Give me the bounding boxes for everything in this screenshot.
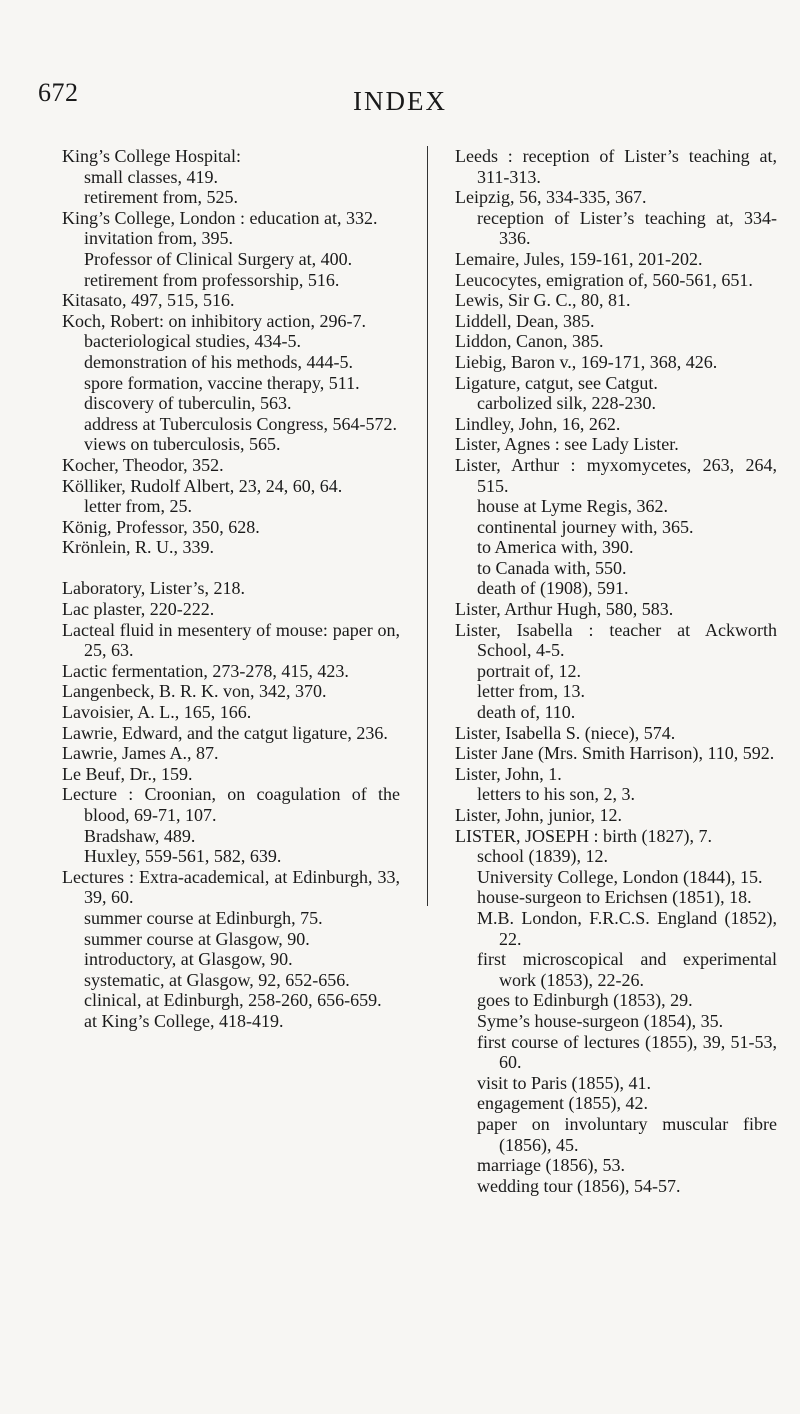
index-subentry: at King’s College, 418-419.: [84, 1010, 284, 1031]
index-subentry: engagement (1855), 42.: [477, 1093, 648, 1114]
index-subentry: Syme’s house-surgeon (1854), 35.: [477, 1010, 724, 1031]
index-entry: Lewis, Sir G. C., 80, 81.: [455, 290, 631, 311]
index-subentry: letter from, 13.: [477, 681, 585, 702]
index-subentry: summer course at Glasgow, 90.: [84, 928, 310, 949]
index-entry: Liebig, Baron v., 169-171, 368, 426.: [455, 351, 718, 372]
index-subentry: reception of Lister’s teaching at, 334-336.: [477, 207, 777, 249]
right-column: [455, 146, 777, 1196]
index-entry: Kölliker, Rudolf Albert, 23, 24, 60, 64.: [62, 475, 343, 496]
section-gap: [62, 558, 400, 579]
index-subentry: systematic, at Glasgow, 92, 652-656.: [84, 969, 350, 990]
index-entry: Lectures : Extra-academical, at Edinburgh, 33, 39, 60.: [62, 866, 400, 908]
index-entry: Lawrie, James A., 87.: [62, 743, 219, 764]
left-column: [62, 146, 400, 1032]
index-subentry: death of (1908), 591.: [477, 578, 629, 599]
running-head: INDEX: [353, 86, 447, 116]
index-entry: Lister, Isabella S. (niece), 574.: [455, 722, 676, 743]
page-number: 672: [38, 78, 79, 107]
index-entry: Leucocytes, emigration of, 560-561, 651.: [455, 269, 753, 290]
index-subentry: clinical, at Edinburgh, 258-260, 656-659.: [84, 990, 382, 1011]
index-entry: Lister, Arthur Hugh, 580, 583.: [455, 599, 674, 620]
index-subentry: letters to his son, 2, 3.: [477, 784, 635, 805]
index-subentry: introductory, at Glasgow, 90.: [84, 949, 293, 970]
index-subentry: spore formation, vaccine therapy, 511.: [84, 372, 360, 393]
index-entry: Liddell, Dean, 385.: [455, 310, 595, 331]
index-subentry: visit to Paris (1855), 41.: [477, 1072, 651, 1093]
index-entry: Laboratory, Lister’s, 218.: [62, 578, 245, 599]
index-subentry: University College, London (1844), 15.: [477, 866, 763, 887]
index-entry: Lister, John, 1.: [455, 763, 562, 784]
index-subentry: marriage (1856), 53.: [477, 1155, 625, 1176]
index-subentry: summer course at Edinburgh, 75.: [84, 907, 323, 928]
index-entry: Lacteal fluid in mesentery of mouse: paper on, 25, 63.: [62, 619, 400, 661]
index-subentry: small classes, 419.: [84, 166, 218, 187]
index-entry: King’s College, London : education at, 332.: [62, 207, 378, 228]
index-entry: Lac plaster, 220-222.: [62, 599, 215, 620]
index-subentry: Huxley, 559-561, 582, 639.: [84, 846, 282, 867]
index-subentry: Bradshaw, 489.: [84, 825, 196, 846]
index-entry: Lawrie, Edward, and the catgut ligature, 236.: [62, 722, 388, 743]
index-entry: Le Beuf, Dr., 159.: [62, 763, 193, 784]
index-entry: Lindley, John, 16, 262.: [455, 413, 621, 434]
index-subentry: letter from, 25.: [84, 496, 192, 517]
index-entry: Leeds : reception of Lister’s teaching at, 311-313.: [455, 146, 777, 187]
index-subentry: discovery of tuberculin, 563.: [84, 393, 292, 414]
index-entry: Krönlein, R. U., 339.: [62, 537, 214, 558]
index-subentry: views on tuberculosis, 565.: [84, 434, 281, 455]
index-entry: Kocher, Theodor, 352.: [62, 454, 224, 475]
index-entry: König, Professor, 350, 628.: [62, 516, 260, 537]
index-entry: LISTER, JOSEPH : birth (1827), 7.: [455, 825, 713, 846]
index-subentry: retirement from, 525.: [84, 187, 238, 208]
index-subentry: invitation from, 395.: [84, 228, 233, 249]
index-subentry: wedding tour (1856), 54-57.: [477, 1175, 681, 1196]
index-entry: Kitasato, 497, 515, 516.: [62, 290, 235, 311]
index-subentry: to America with, 390.: [477, 537, 634, 558]
index-entry: Lister, Agnes : see Lady Lister.: [455, 434, 679, 455]
index-entry: Liddon, Canon, 385.: [455, 331, 604, 352]
index-entry: Lister, Isabella : teacher at Ackworth School, 4-5.: [455, 619, 777, 661]
index-subentry: Professor of Clinical Surgery at, 400.: [84, 248, 353, 269]
index-subentry: school (1839), 12.: [477, 846, 608, 867]
index-subentry: address at Tuberculosis Congress, 564-572.: [84, 413, 397, 434]
index-subentry: continental journey with, 365.: [477, 516, 694, 537]
index-entry: Koch, Robert: on inhibitory action, 296-7.: [62, 310, 366, 331]
index-subentry: goes to Edinburgh (1853), 29.: [477, 990, 693, 1011]
index-subentry: to Canada with, 550.: [477, 557, 627, 578]
index-subentry: death of, 110.: [477, 702, 576, 723]
index-subentry: bacteriological studies, 434-5.: [84, 331, 301, 352]
index-subentry: paper on involuntary muscular fibre (1856), 45.: [477, 1113, 777, 1155]
index-subentry: first course of lectures (1855), 39, 51-53, 60.: [477, 1031, 777, 1073]
index-subentry: M.B. London, F.R.C.S. England (1852), 22.: [477, 907, 777, 949]
index-subentry: retirement from professorship, 516.: [84, 269, 340, 290]
index-entry: Lactic fermentation, 273-278, 415, 423.: [62, 660, 349, 681]
index-entry: Lister, Arthur : myxomycetes, 263, 264, 515.: [455, 454, 777, 496]
index-entry: Lavoisier, A. L., 165, 166.: [62, 702, 252, 723]
index-subentry: portrait of, 12.: [477, 660, 581, 681]
index-subentry: house at Lyme Regis, 362.: [477, 496, 668, 517]
index-entry: Leipzig, 56, 334-335, 367.: [455, 187, 647, 208]
index-entry: King’s College Hospital:: [62, 146, 241, 166]
index-entry: Lecture : Croonian, on coagulation of the blood, 69-71, 107.: [62, 784, 400, 825]
index-subentry: first microscopical and experimental work (1853), 22-26.: [477, 949, 777, 990]
index-entry: Ligature, catgut, see Catgut.: [455, 372, 658, 393]
column-divider: [427, 146, 428, 906]
index-entry: Lister Jane (Mrs. Smith Harrison), 110, 592.: [455, 743, 775, 764]
index-entry: Lemaire, Jules, 159-161, 201-202.: [455, 248, 703, 269]
index-subentry: demonstration of his methods, 444-5.: [84, 351, 353, 372]
index-subentry: carbolized silk, 228-230.: [477, 393, 656, 414]
index-subentry: house-surgeon to Erichsen (1851), 18.: [477, 887, 752, 908]
index-entry: Lister, John, junior, 12.: [455, 805, 623, 825]
index-entry: Langenbeck, B. R. K. von, 342, 370.: [62, 681, 327, 702]
